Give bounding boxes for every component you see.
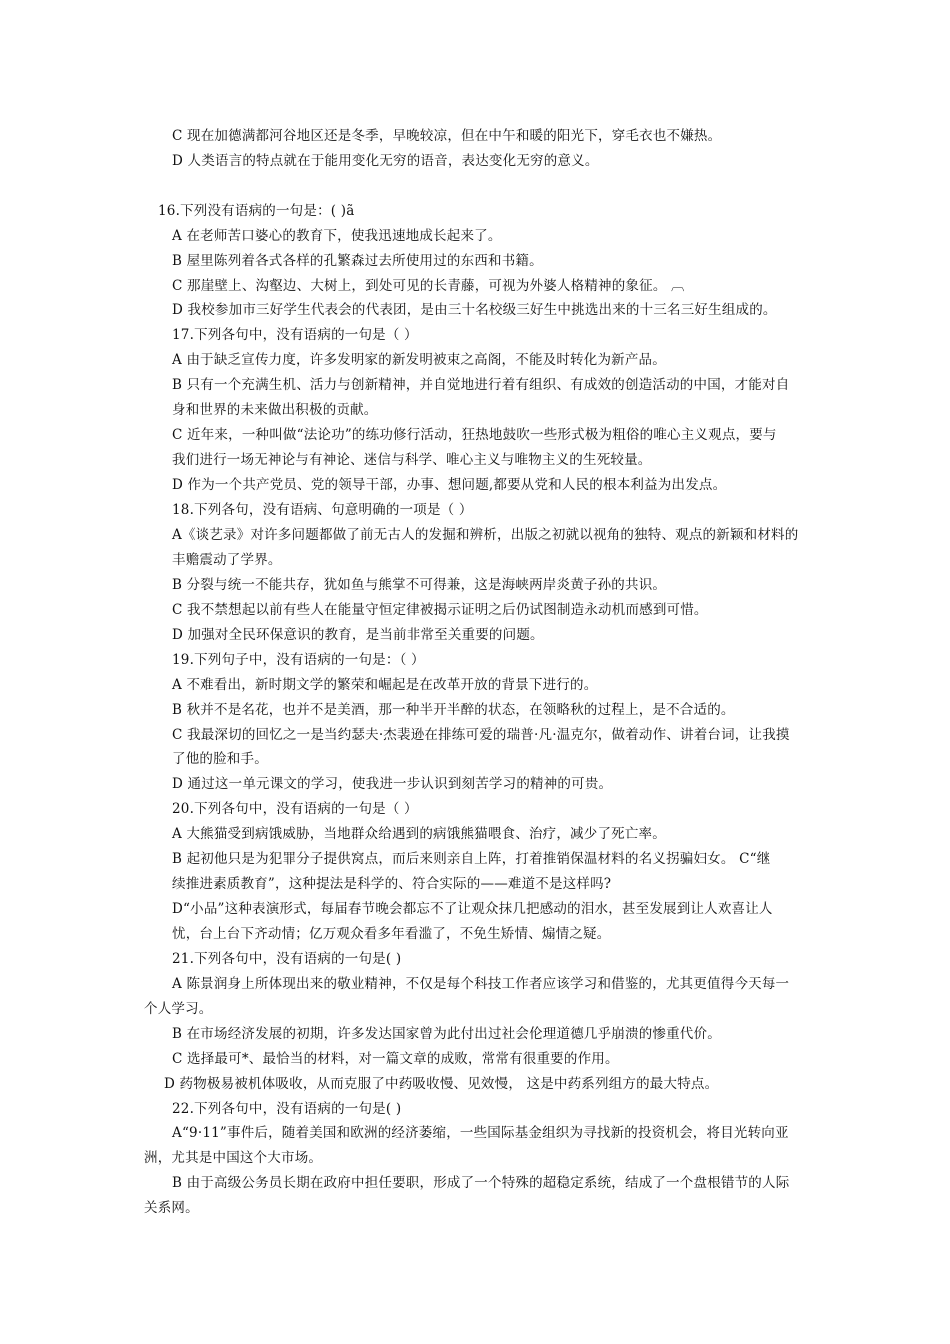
option-line: A“9·11”事件后，随着美国和欧洲的经济萎缩，一些国际基金组织为寻找新的投资机会，将目光转向亚 (172, 1125, 789, 1141)
option-line: D“小品”这种表演形式，每届春节晚会都忘不了让观众抹几把感动的泪水，甚至发展到让人欢喜让人 (172, 901, 773, 917)
option-line: D 作为一个共产党员、党的领导干部，办事、想问题,都要从党和人民的根本利益为出发点。 (172, 477, 727, 493)
option-line: D 药物极易被机体吸收，从而克服了中药吸收慢、见效慢， 这是中药系列组方的最大特点。 (164, 1076, 719, 1092)
option-line: C 那崖壁上、沟壑边、大树上，到处可见的长青藤，可视为外婆人格精神的象征。 ︹ (172, 278, 685, 294)
option-line: A 在老师苦口婆心的教育下，使我迅速地成长起来了。 (172, 228, 502, 244)
option-line: 身和世界的未来做出积极的贡献。 (172, 402, 378, 418)
option-line: C 我最深切的回忆之一是当约瑟夫·杰裴逊在排练可爱的瑞普·凡·温克尔，做着动作、讲着台词，让我摸 (172, 727, 790, 743)
option-line: 洲，尤其是中国这个大市场。 (144, 1150, 323, 1166)
option-line: B 只有一个充满生机、活力与创新精神，并自觉地进行着有组织、有成效的创造活动的中国，才能对自 (172, 377, 790, 393)
option-line: B 起初他只是为犯罪分子提供窝点，而后来则亲自上阵，打着推销保温材料的名义拐骗妇女。 C“继 (172, 851, 771, 867)
option-line: C 现在加德满都河谷地区还是冬季，早晚较凉，但在中午和暖的阳光下，穿毛衣也不嫌热。 (172, 128, 722, 144)
option-line: B 分裂与统一不能共存，犹如鱼与熊掌不可得兼，这是海峡两岸炎黄子孙的共识。 (172, 577, 667, 593)
option-line: 个人学习。 (144, 1001, 213, 1017)
option-line: B 屋里陈列着各式各样的孔繁森过去所使用过的东西和书籍。 (172, 253, 543, 269)
question-17-stem: 17.下列各句中，没有语病的一句是（ ） (172, 327, 418, 343)
option-line: 丰赡震动了学界。 (172, 552, 282, 568)
option-line: C 我不禁想起以前有些人在能量守恒定律被揭示证明之后仍试图制造永动机而感到可惜。 (172, 602, 708, 618)
option-line: 忧，台上台下齐动情；亿万观众看多年看滥了，不免生矫情、煽情之疑。 (172, 926, 611, 942)
option-line: D 加强对全民环保意识的教育，是当前非常至关重要的问题。 (172, 627, 544, 643)
option-line: D 我校参加市三好学生代表会的代表团，是由三十名校级三好生中挑选出来的十三名三好生组成的。 (172, 302, 777, 318)
option-line: B 秋并不是名花，也并不是美酒，那一种半开半醉的状态，在领略秋的过程上，是不合适的。 (172, 702, 735, 718)
option-line: C 近年来，一种叫做“法论功”的练功修行活动，狂热地鼓吹一些形式极为粗俗的唯心主义观点，要与 (172, 427, 777, 443)
question-18-stem: 18.下列各句，没有语病、句意明确的一项是（ ） (172, 502, 473, 518)
option-line: 续推进素质教育”，这种提法是科学的、符合实际的——难道不是这样吗? (172, 876, 612, 892)
option-line: 我们进行一场无神论与有神论、迷信与科学、唯心主义与唯物主义的生死较量。 (172, 452, 652, 468)
question-21-stem: 21.下列各句中，没有语病的一句是( ) (172, 951, 402, 967)
option-line: A 由于缺乏宣传力度，许多发明家的新发明被束之高阁，不能及时转化为新产品。 (172, 352, 666, 368)
question-22-stem: 22.下列各句中，没有语病的一句是( ) (172, 1101, 402, 1117)
option-line: C 选择最可*、最恰当的材料，对一篇文章的成败，常常有很重要的作用。 (172, 1051, 619, 1067)
option-line: B 在市场经济发展的初期，许多发达国家曾为此付出过社会伦理道德几乎崩溃的惨重代价。 (172, 1026, 721, 1042)
option-line: A《谈艺录》对许多问题都做了前无古人的发掘和辨析，出版之初就以视角的独特、观点的新颖和材料的 (172, 527, 799, 543)
option-line: B 由于高级公务员长期在政府中担任要职，形成了一个特殊的超稳定系统，结成了一个盘根错节的人际 (172, 1175, 790, 1191)
option-line: 关系网。 (144, 1200, 199, 1216)
option-line: 了他的脸和手。 (172, 751, 268, 767)
option-line: D 通过这一单元课文的学习，使我进一步认识到刻苦学习的精神的可贵。 (172, 776, 613, 792)
question-20-stem: 20.下列各句中，没有语病的一句是（ ） (172, 801, 418, 817)
option-line: D 人类语言的特点就在于能用变化无穷的语音，表达变化无穷的意义。 (172, 153, 599, 169)
option-line: A 不难看出，新时期文学的繁荣和崛起是在改革开放的背景下进行的。 (172, 677, 598, 693)
option-line: A 大熊猫受到病饿威胁，当地群众给遇到的病饿熊猫喂食、治疗，减少了死亡率。 (172, 826, 666, 842)
question-16-stem: 16.下列没有语病的一句是：( )ã (158, 203, 355, 219)
option-line: A 陈景润身上所体现出来的敬业精神，不仅是每个科技工作者应该学习和借鉴的，尤其更值得今天每一 (172, 976, 790, 992)
question-19-stem: 19.下列句子中，没有语病的一句是：（ ） (172, 652, 425, 668)
